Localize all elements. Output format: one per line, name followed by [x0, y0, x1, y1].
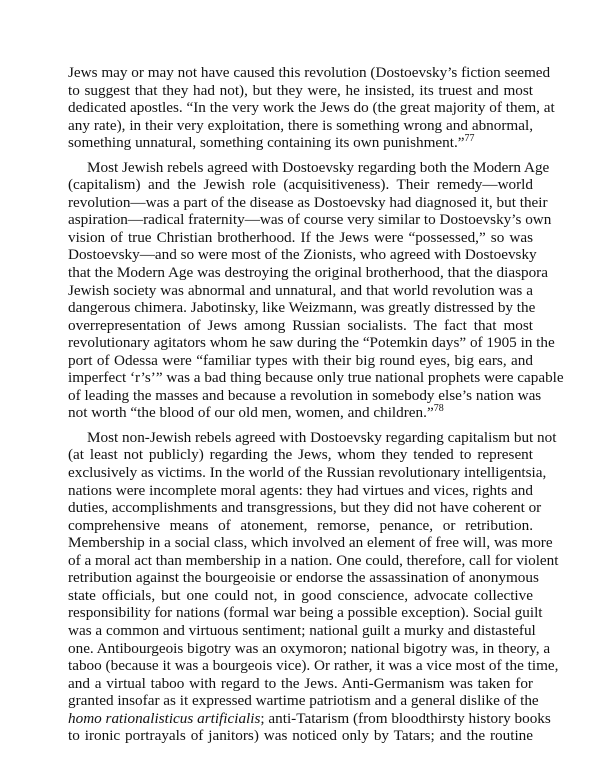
text-segment: something unnatural, something containing its own punishment.”: [68, 134, 465, 152]
text-line: of leading the masses and because a revolution in somebody else’s nation was: [68, 386, 542, 404]
text-line: revolution—was a part of the disease as Dostoevsky had diagnosed it, but their: [68, 193, 548, 211]
text-line: to ironic portrayals of janitors) was noticed only by Tatars; and the routine: [68, 727, 533, 745]
text-line: responsibility for nations (formal war being a possible exception). Social guilt: [68, 604, 543, 622]
text-line: overrepresentation of Jews among Russian socialists. The fact that most: [68, 316, 533, 334]
book-page: [68, 64, 564, 752]
text-line: dangerous chimera. Jabotinsky, like Weizmann, was greatly distressed by the: [68, 299, 536, 317]
text-line: any rate), in their very exploitation, there is something wrong and abnormal,: [68, 116, 533, 134]
text-line: [68, 709, 551, 728]
text-line: vision of true Christian brotherhood. If the Jews were “possessed,” so was: [68, 228, 533, 246]
text-line: [68, 404, 533, 422]
text-line: retribution against the bourgeoisie or endorse the assassination of anonymous: [68, 569, 539, 587]
text-line: Membership in a social class, which involved an element of free will, was more: [68, 534, 553, 552]
text-line: [68, 134, 533, 152]
text-line: port of Odessa were “familiar types with their big round eyes, big ears, and: [68, 351, 533, 369]
text-line: Most Jewish rebels agreed with Dostoevsky regarding both the Modern Age: [87, 158, 550, 176]
text-line: imperfect ‘r’s’” was a bad thing because only true national prophets were capable: [68, 369, 564, 387]
text-line: Dostoevsky—and so were most of the Zionists, who agreed with Dostoevsky: [68, 246, 537, 264]
text-line: revolutionary agitators whom he saw during the “Potemkin days” of 1905 in the: [68, 334, 555, 352]
italic-phrase: homo rationalisticus artificialis: [68, 709, 261, 727]
text-line: (capitalism) and the Jewish role (acquisitiveness). Their remedy—world: [68, 176, 533, 194]
text-line: dedicated apostles. “In the very work the Jews do (the great majority of them, at: [68, 99, 555, 117]
text-line: comprehensive means of atonement, remorse, penance, or retribution.: [68, 516, 533, 534]
text-line: one. Antibourgeois bigotry was an oxymoron; national bigotry was, in theory, a: [68, 639, 551, 657]
text-line: granted insofar as it expressed wartime patriotism and a general dislike of the: [68, 692, 539, 710]
text-line: was a common and virtuous sentiment; national guilt a murky and distasteful: [68, 621, 536, 639]
text-line: to suggest that they had not), but they were, he insisted, its truest and most: [68, 81, 533, 99]
text-line: exclusively as victims. In the world of the Russian revolutionary intelligentsia,: [68, 464, 547, 482]
text-line: taboo (because it was a bourgeois vice). Or rather, it was a vice most of the time,: [68, 657, 559, 675]
text-line: (at least not publicly) regarding the Jews, whom they tended to represent: [68, 446, 533, 464]
text-line: Jewish society was abnormal and unnatural, and that world revolution was a: [68, 281, 533, 299]
text-line: of a moral act than membership in a nation. One could, therefore, call for violent: [68, 551, 559, 569]
footnote-ref[interactable]: 78: [433, 403, 444, 415]
paragraph-3: [68, 428, 559, 745]
text-line: that the Modern Age was destroying the original brotherhood, that the diaspora: [68, 264, 548, 282]
paragraph-2: [68, 158, 564, 422]
paragraph-1: [68, 64, 555, 152]
text-line: Most non-Jewish rebels agreed with Dostoevsky regarding capitalism but not: [87, 428, 557, 446]
text-line: aspiration—radical fraternity—was of course very similar to Dostoevsky’s own: [68, 211, 552, 229]
text-segment: ; anti-Tatarism (from bloodthirsty history books: [260, 709, 551, 727]
footnote-ref[interactable]: 77: [464, 133, 475, 145]
text-segment: not worth “the blood of our old men, women, and children.”: [68, 404, 434, 422]
text-line: and a virtual taboo with regard to the Jews. Anti-Germanism was taken for: [68, 674, 533, 692]
text-line: state officials, but one could not, in good conscience, advocate collective: [68, 586, 533, 604]
text-line: Jews may or may not have caused this revolution (Dostoevsky’s fiction seemed: [68, 64, 551, 81]
text-line: nations were incomplete moral agents: they had virtues and vices, rights and: [68, 481, 533, 499]
text-line: duties, accomplishments and transgressions, but they did not have coherent or: [68, 499, 542, 517]
